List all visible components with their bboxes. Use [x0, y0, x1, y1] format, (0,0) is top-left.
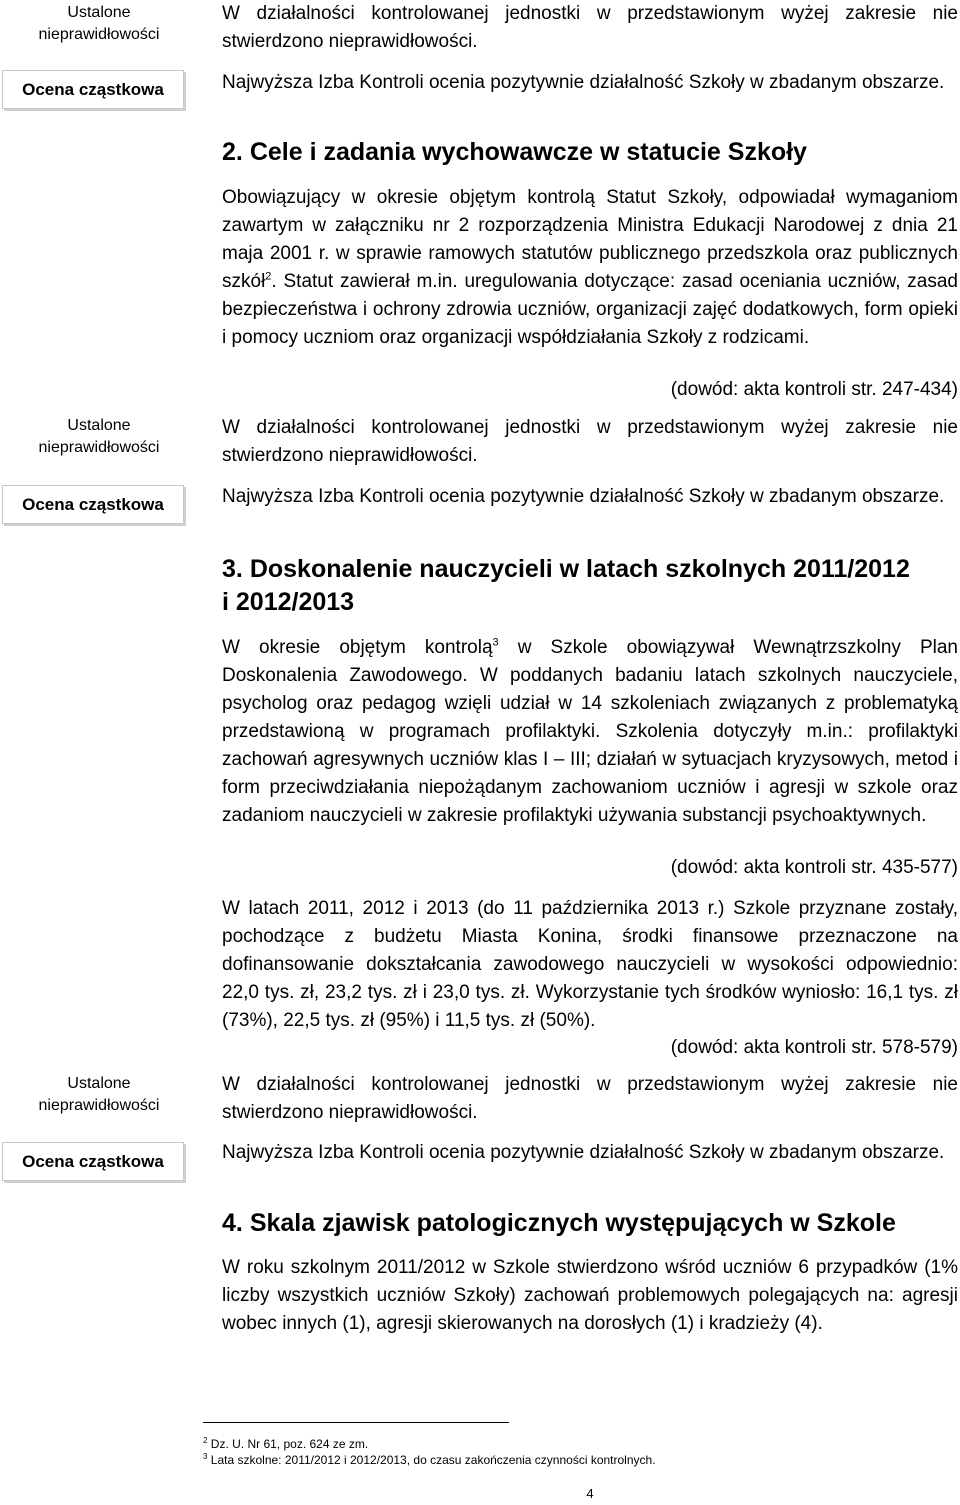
section-paragraph: W latach 2011, 2012 i 2013 (do 11 października 2013 r.) Szkole przyznane zostały, pochodzące z budżetu Miasta Konina, środki finansowe przeznaczone na dofinansowanie dokształcania zawodowego nauczycieli w wysokości odpowiednio: 22,0 tys. zł, 23,2 tys. zł i 23,0 tys. zł. Wykorzystanie tych środków wyniosło: 16,1 tys. zł (73%), 22,5 tys. zł (95%) i 11,5 tys. zł (50%). [222, 898, 958, 1031]
sidebar-label [0, 415, 198, 459]
footnote-number: 3 [203, 1452, 208, 1461]
section-heading [222, 1207, 958, 1240]
footnote-ref: 3 [492, 636, 499, 649]
footnote-number: 2 [203, 1436, 208, 1445]
assessment-paragraph: Najwyższa Izba Kontroli ocenia pozytywnie działalność Szkoły w zbadanym obszarze. [222, 72, 945, 93]
section-number: 3. [222, 555, 243, 583]
finding-paragraph: W działalności kontrolowanej jednostki w przedstawionym wyżej zakresie nie stwierdzono nieprawidłowości. [222, 1074, 958, 1123]
section-title: Skala zjawisk patologicznych występujących w Szkole [249, 1209, 896, 1237]
footnote-ref: 2 [265, 270, 272, 283]
assessment-paragraph: Najwyższa Izba Kontroli ocenia pozytywnie działalność Szkoły w zbadanym obszarze. [222, 1142, 945, 1163]
footnote [203, 1453, 656, 1468]
paragraph-text: Obowiązujący w okresie objętym kontrolą Statut Szkoły, odpowiadał wymaganiom zawartym w załączniku nr 2 rozporządzenia Ministra Edukacji Narodowej z dnia 21 maja 2001 r. w sprawie ramowych statutów publicznego przedszkola oraz publicznych szkół [222, 187, 958, 292]
footnote-text: Dz. U. Nr 61, poz. 624 ze zm. [210, 1437, 369, 1451]
sidebar-label [0, 2, 198, 46]
sidebar-assessment-box: Ocena cząstkowa [2, 1142, 184, 1181]
sidebar-label-line: nieprawidłowości [38, 439, 160, 456]
finding-paragraph: W działalności kontrolowanej jednostki w przedstawionym wyżej zakresie nie stwierdzono nieprawidłowości. [222, 417, 958, 466]
section-title: Doskonalenie nauczycieli w latach szkolnych 2011/2012 [249, 555, 910, 583]
finding-paragraph: W działalności kontrolowanej jednostki w przedstawionym wyżej zakresie nie stwierdzono nieprawidłowości. [222, 3, 958, 52]
footnote-separator [203, 1422, 509, 1423]
sidebar-assessment-box: Ocena cząstkowa [2, 70, 184, 109]
sidebar-label [0, 1073, 198, 1117]
section-number: 4. [222, 1209, 243, 1237]
section-paragraph [222, 184, 958, 352]
sidebar-label-line: nieprawidłowości [38, 26, 160, 43]
paragraph-text: w Szkole obowiązywał Wewnątrzszkolny Plan Doskonalenia Zawodowego. W poddanych badaniu latach szkolnych nauczyciele, psycholog oraz pedagog wzięli udział w 14 szkoleniach związanych z problematyką przedstawioną w programach profilaktyki. Szkolenia dotyczyły m.in.: profilaktyki zachowań agresywnych uczniów klas I – III; działań w sytuacjach kryzysowych, metod i form przeciwdziałania niepożądanym zachowaniom uczniów i agresji w szkole oraz zadaniom nauczycieli w zakresie profilaktyki używania substancji psychoaktywnych. [222, 637, 958, 826]
footnote [203, 1437, 368, 1452]
section-title: Cele i zadania wychowawcze w statucie Szkoły [249, 138, 807, 166]
sidebar-assessment-box: Ocena cząstkowa [2, 485, 184, 524]
sidebar-label-line: nieprawidłowości [38, 1097, 160, 1114]
section-paragraph: W roku szkolnym 2011/2012 w Szkole stwierdzono wśród uczniów 6 przypadków (1% liczby wszystkich uczniów Szkoły) zachowań problemowych polegających na: agresji wobec innych (1), agresji skierowanych na dorosłych (1) i kradzieży (4). [222, 1257, 958, 1334]
sidebar-label-line: Ustalone [67, 1075, 131, 1092]
section-paragraph [222, 634, 958, 830]
sidebar-label-line: Ustalone [67, 417, 131, 434]
section-number: 2. [222, 138, 243, 166]
paragraph-text: . Statut zawierał m.in. uregulowania dotyczące: zasad oceniania uczniów, zasad bezpieczeństwa i ochrony zdrowia uczniów, organizacji zajęć dodatkowych, form opieki i pomocy uczniom oraz organizacji współdziałania Szkoły z rodzicami. [222, 271, 958, 348]
section-title-continued: i 2012/2013 [222, 588, 355, 616]
evidence-reference: (dowód: akta kontroli str. 435-577) [670, 857, 958, 878]
paragraph-text: W okresie objętym kontrolą [222, 637, 493, 658]
section-heading [222, 553, 958, 619]
sidebar-label-line: Ustalone [67, 4, 131, 21]
assessment-paragraph: Najwyższa Izba Kontroli ocenia pozytywnie działalność Szkoły w zbadanym obszarze. [222, 486, 945, 507]
evidence-reference: (dowód: akta kontroli str. 247-434) [670, 379, 958, 400]
section-heading [222, 136, 958, 169]
footnote-text: Lata szkolne: 2011/2012 i 2012/2013, do czasu zakończenia czynności kontrolnych. [210, 1453, 656, 1467]
page-number: 4 [586, 1486, 594, 1501]
evidence-reference: (dowód: akta kontroli str. 578-579) [670, 1037, 958, 1058]
